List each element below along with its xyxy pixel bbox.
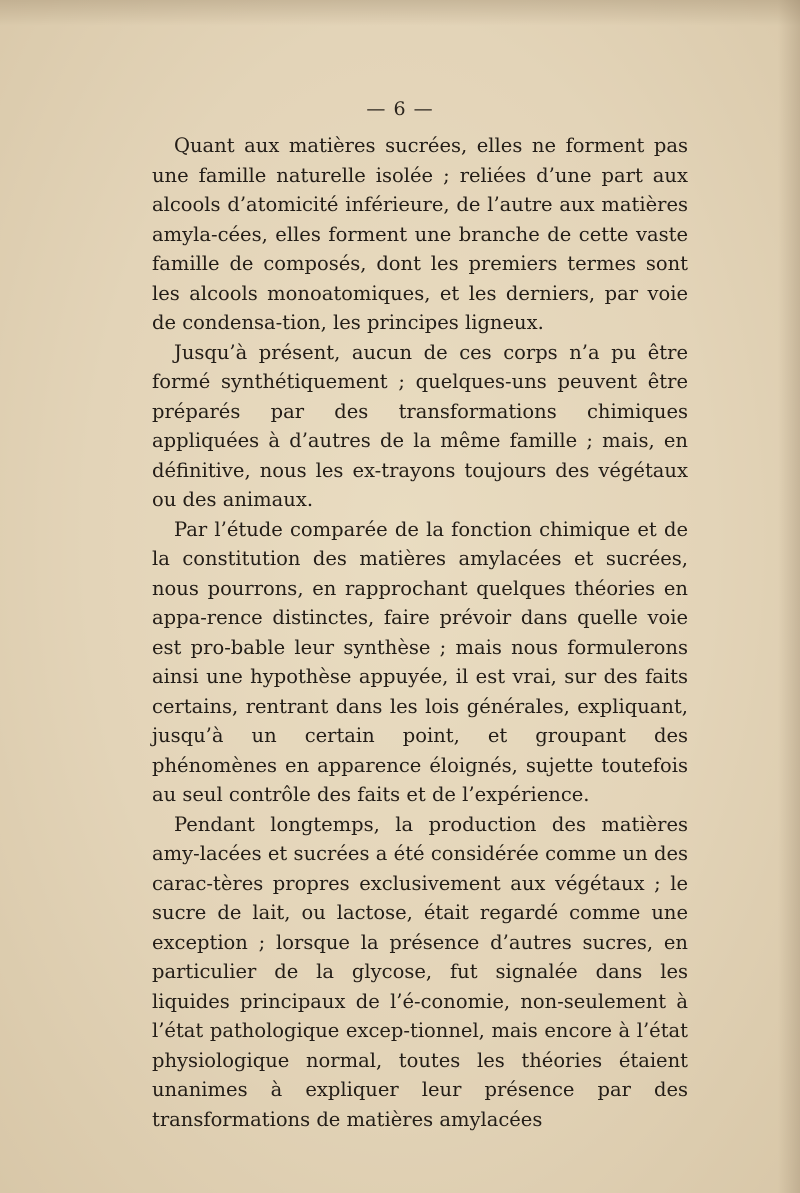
- body-text: [152, 131, 688, 1134]
- paragraph-2: Jusqu’à présent, aucun de ces corps n’a pu être formé synthétiquement ; quelques-uns peuvent être préparés par des transformations chimiques appliquées à d’autres de la même famille ; mais, en définitive, nous les ex-trayons toujours des végétaux ou des animaux.: [152, 340, 688, 511]
- paragraph-4: Pendant longtemps, la production des matières amy-lacées et sucrées a été considérée comme un des carac-tères propres exclusivement aux végétaux ; le sucre de lait, ou lactose, était regardé comme une exception ; lorsque la présence d’autres sucres, en particulier de la glycose, fut signalée dans les liquides principaux de l’é-conomie, non-seulement à l’état pathologique excep-tionnel, mais encore à l’état physiologique normal, toutes les théories étaient unanimes à expliquer leur présence par des transformations de matières amylacées: [152, 812, 688, 1131]
- page-number: — 6 —: [366, 98, 434, 120]
- paragraph-3: Par l’étude comparée de la fonction chimique et de la constitution des matières amylacées et sucrées, nous pourrons, en rapprochant quelques théories en appa-rence distinctes, faire prévoir dans quelle voie est pro-bable leur synthèse ; mais nous formulerons ainsi une hypothèse appuyée, il est vrai, sur des faits certains, rentrant dans les lois générales, expliquant, jusqu’à un certain point, et groupant des phénomènes en apparence éloignés, sujette toutefois au seul contrôle des faits et de l’expérience.: [152, 517, 688, 806]
- paragraph-1: Quant aux matières sucrées, elles ne forment pas une famille naturelle isolée ; reliées d’une part aux alcools d’atomicité inférieure, de l’autre aux matières amyla-cées, elles forment une branche de cette vaste famille de composés, dont les premiers termes sont les alcools monoatomiques, et les derniers, par voie de condensa-tion, les principes ligneux.: [152, 134, 688, 334]
